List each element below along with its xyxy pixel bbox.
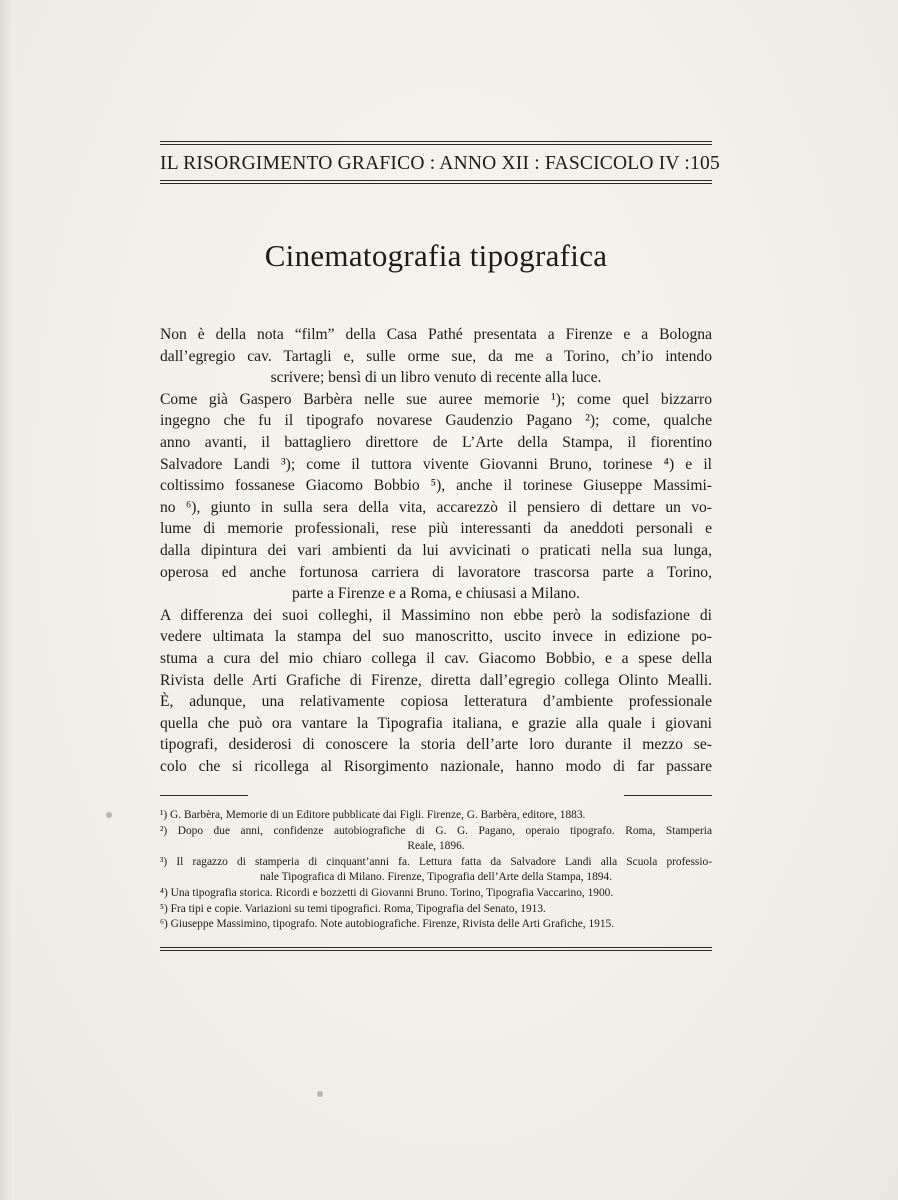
header-rule-top xyxy=(160,141,712,147)
body-line: stuma a cura del mio chiaro collega il cav. Giacomo Bobbio, e a spese della xyxy=(160,649,712,667)
footnote-separator-left xyxy=(160,795,248,796)
body-line: lume di memorie professionali, rese più interessanti da aneddoti personali e xyxy=(160,520,712,538)
body-line: parte a Firenze e a Roma, e chiusasi a Milano. xyxy=(292,585,580,603)
page-number: 105 xyxy=(690,153,720,174)
body-line: coltissimo fossanese Giacomo Bobbio ⁵), anche il torinese Giuseppe Massimi- xyxy=(160,477,712,495)
footnote: ⁶) Giuseppe Massimino, tipografo. Note autobiografiche. Firenze, Rivista delle Arti Grafiche, 1915. xyxy=(160,918,615,931)
running-title: IL RISORGIMENTO GRAFICO : ANNO XII : FASCICOLO IV : xyxy=(160,153,691,174)
footnote: ¹) G. Barbèra, Memorie di un Editore pubblicate dai Figli. Firenze, G. Barbèra, editore, 1883. xyxy=(160,809,586,821)
body-line: Salvadore Landi ³); come il tuttora vivente Giovanni Bruno, torinese ⁴) e il xyxy=(160,455,712,473)
body-line: dalla dipintura dei vari ambienti da lui avvicinati o praticati nella sua lunga, xyxy=(160,541,712,559)
footnote: ⁴) Una tipografia storica. Ricordi e bozzetti di Giovanni Bruno. Torino, Tipografia Vaccarino, 1900. xyxy=(160,886,614,899)
footnote-separator-right xyxy=(624,795,712,796)
article-body xyxy=(160,324,712,777)
body-line: Non è della nota “film” della Casa Pathé presentata a Firenze e a Bologna xyxy=(160,326,712,343)
footnote: ³) Il ragazzo di stamperia di cinquant’anni fa. Lettura fatta da Salvadore Landi alla Scuola professio- xyxy=(160,855,712,868)
body-line: operosa ed anche fortunosa carriera di lavoratore trascorsa parte a Torino, xyxy=(160,563,712,581)
body-line: È, adunque, una relativamente copiosa letteratura d’ambiente professionale xyxy=(160,693,712,711)
paper-speck xyxy=(106,812,112,818)
body-line: vedere ultimata la stampa del suo manoscritto, uscito invece in edizione po- xyxy=(160,628,712,646)
body-line: quella che può ora vantare la Tipografia italiana, e grazie alla quale i giovani xyxy=(160,714,712,732)
body-line: tipografi, desiderosi di conoscere la storia dell’arte loro durante il mezzo se- xyxy=(160,736,712,754)
footer-rule xyxy=(160,947,712,953)
body-line: anno avanti, il battagliero direttore de L’Arte della Stampa, il fiorentino xyxy=(160,433,712,451)
body-line: Rivista delle Arti Grafiche di Firenze, diretta dall’egregio collega Olinto Mealli. xyxy=(160,671,712,689)
running-header xyxy=(160,150,720,178)
body-line: A differenza dei suoi colleghi, il Massimino non ebbe però la sodisfazione di xyxy=(160,606,712,624)
body-line: scrivere; bensì di un libro venuto di recente alla luce. xyxy=(270,369,602,387)
footnote: ²) Dopo due anni, confidenze autobiografiche di G. G. Pagano, operaio tipografo. Roma, Stamperia xyxy=(160,824,712,837)
body-line: no ⁶), giunto in sulla sera della vita, accarezzò il pensiero di dettare un vo- xyxy=(160,498,712,516)
body-line: colo che si ricollega al Risorgimento nazionale, hanno modo di far passare xyxy=(160,757,712,775)
article-title: Cinematografia tipografica xyxy=(264,238,608,273)
footnote: nale Tipografica di Milano. Firenze, Tipografia dell’Arte della Stampa, 1894. xyxy=(259,871,613,884)
body-line: ingegno che fu il tipografo novarese Gaudenzio Pagano ²); come, qualche xyxy=(160,412,712,430)
header-rule-bottom xyxy=(160,180,712,186)
body-line: Come già Gaspero Barbèra nelle sue auree memorie ¹); come quel bizzarro xyxy=(160,390,712,408)
footnote: Reale, 1896. xyxy=(407,840,465,853)
page-edge-shadow xyxy=(0,0,14,1200)
footnotes xyxy=(160,808,712,933)
footnote: ⁵) Fra tipi e copie. Variazioni su temi tipografici. Roma, Tipografia del Senato, 1913. xyxy=(160,902,546,915)
body-line: dall’egregio cav. Tartagli e, sulle orme sue, da me a Torino, ch’io intendo xyxy=(160,347,712,365)
paper-speck xyxy=(317,1091,323,1097)
